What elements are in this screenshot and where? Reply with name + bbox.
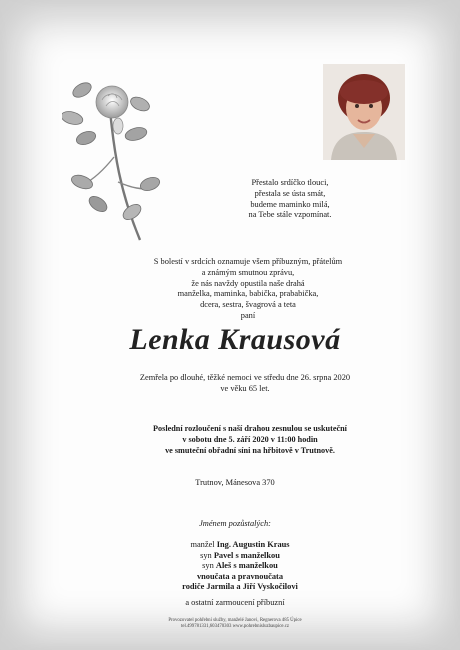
mourner-relation: syn [202, 561, 214, 571]
deceased-name: Lenka Krausová [129, 323, 341, 356]
poem-line: přestala se ústa smát, [254, 188, 326, 198]
mourner-name: Pavel [213, 550, 234, 560]
mourner-row: vnoučata a pravnoučata [196, 571, 284, 581]
funeral-line: ve smuteční obřadní síni na hřbitově v Trutnově. [165, 446, 335, 455]
poem-line: na Tebe stále vzpomínat. [248, 210, 332, 220]
death-notice-line: ve věku 65 let. [220, 383, 270, 393]
death-notice-line: Zemřela po dlouhé, těžké nemoci ve středu dne 26. srpna 2020 [139, 373, 351, 382]
mourners-title: Jménem pozůstalých: [199, 519, 271, 528]
mourner-row: rodiče Jarmila a Jiří Vyskočilovi [182, 582, 298, 592]
funeral-line: Poslední rozloučení s naší drahou zesnulou se uskuteční [153, 424, 347, 433]
mourner-name: Aleš [215, 561, 232, 571]
poem-line: Přestalo srdíčko tlouci, [251, 178, 329, 187]
footer-line: Provozovatel pohřební služby, manželé Janovi, Regnerova 485 Úpice [168, 618, 302, 623]
announcement-line: a známým smutnou zprávu, [201, 267, 295, 277]
mourner-relation: syn [200, 550, 212, 560]
mourner-row [10, 561, 460, 572]
announcement-line: dcera, sestra, švagrová a teta [200, 300, 296, 310]
mourner-row [10, 551, 460, 562]
family-address: Trutnov, Mánesova 370 [195, 478, 275, 487]
mourner-relation: manžel [190, 540, 215, 549]
closing-line: a ostatní zarmoucení příbuzní [185, 598, 285, 607]
death-notice [15, 373, 460, 395]
mourners-list [10, 540, 460, 593]
footer-line: tel.499781331,603470303 www.pohrebnisluzbaupice.cz [181, 624, 289, 630]
poem [60, 178, 460, 221]
funeral-info [20, 423, 460, 456]
mourner-suffix: s manželkou [233, 561, 278, 571]
mourner-row [10, 540, 460, 551]
mourner-name: Ing. Augustin Kraus [216, 540, 290, 549]
announcement-line: S bolestí v srdcích oznamuje všem příbuzným, přátelům [153, 257, 343, 266]
mourner-suffix: s manželkou [235, 550, 280, 560]
portrait-image [323, 64, 405, 160]
announcement-line: že nás navždy opustila naše drahá [191, 278, 305, 288]
announcement-line: paní [240, 310, 256, 320]
poem-line: budeme maminko milá, [250, 199, 330, 209]
announcement [18, 257, 460, 322]
funeral-service-footer [5, 618, 460, 630]
deceased-photo [323, 64, 405, 160]
funeral-line: v sobotu dne 5. září 2020 v 11:00 hodin [182, 435, 318, 444]
announcement-line: manželka, maminka, babička, prababička, [177, 289, 319, 299]
